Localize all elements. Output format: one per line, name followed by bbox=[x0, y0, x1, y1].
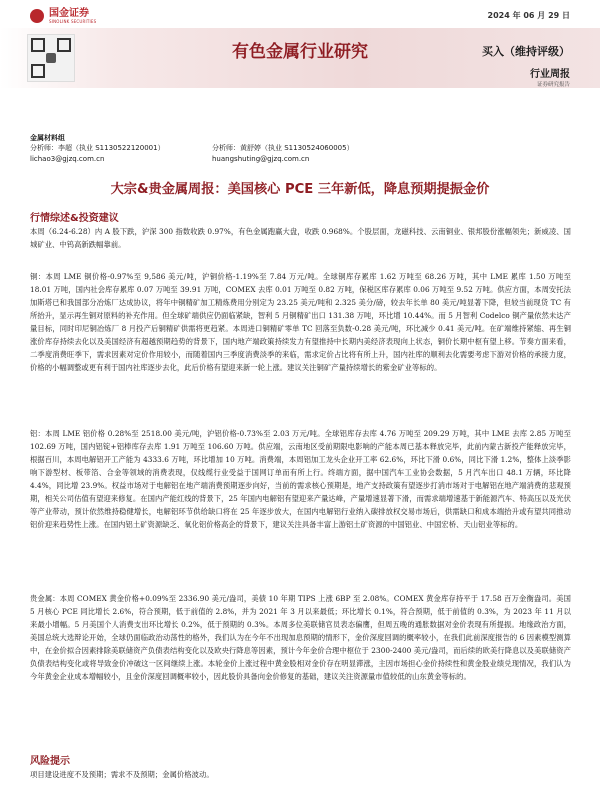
logo-mark-icon bbox=[30, 9, 44, 23]
paragraph-risk: 项目建设进度不及预期；需求不及预期；金属价格波动。 bbox=[30, 770, 214, 779]
company-logo bbox=[30, 7, 130, 25]
rating-label: 买入（维持评级） bbox=[482, 45, 570, 58]
analyst-1-name: 分析师：李超（执业 S1130522120001） bbox=[30, 144, 165, 152]
logo-name: 国金证券 bbox=[49, 7, 89, 19]
paragraph-copper: 铜：本周 LME 铜价格-0.97%至 9,586 美元/吨，沪铜价格-1.19%至 7.84 万元/吨。全球铜库存累库 1.62 万吨至 68.26 万吨，其中 LME 累库 1.50 万吨至 18.01 万吨，国内社会库存累库 0.07 万吨至 39.91 万吨，COMEX 去库 0.01 万吨至 0.82 万吨，保税区库存累库 0.06 万吨至 9.52 万吨。供应方面，本周安托法加斯塔已和我国部分冶炼厂达成协议，将年中铜精矿加工精炼费用分别定为 23.25 美元/吨和 2.325 美分/磅，较去年长单 80 美元/吨显著下降，但较当前现货 TC 有所抬升，显示再生铜对原料的补充作用。但全球矿端供应仍面临紧缺，智利 5 月铜精矿出口 131.38 万吨，环比增 10.44%。而 5 月智利 Codelco 铜产量依然未达产量目标，同时印尼铜冶炼厂 8 月投产后铜精矿供需将更趋紧。本周进口铜精矿零单 TC 回落至负数-0.28 美元/吨，环比减少 0.41 美元/吨。在矿端维持紧缩、再生铜涨价库存持续去化以及美国经济有超越预期趋势的背景下，国内地产端政策持续发力有望推持中长期内美经济表现向上状态，铜价长期中枢有望上移。节奏方面来看，二季度消费旺季下，需求因素对定价作用较小，而随着国内三季度消费淡季的来临，需求定价占比将有所上升，国内社库的顺利去化需要考虑下游对价格的承接力度，价格的小幅调整或更有利于国内社库逐步去化，此后价格有望迎来新一轮上涨。建议关注铜矿产量持续增长的紫金矿业等标的。 bbox=[30, 272, 571, 372]
analyst-1-email[interactable]: lichao3@gjzq.com.cn bbox=[30, 155, 105, 163]
report-title: 有色金属行业研究 bbox=[232, 42, 368, 62]
paragraph-aluminum: 铝：本周 LME 铝价格 0.28%至 2518.00 美元/吨，沪铝价格-0.73%至 2.03 万元/吨。全球铝库存去库 4.76 万吨至 209.29 万吨，其中 LME 去库 2.85 万吨至 102.69 万吨，国内铝锭+铝棒库存去库 1.91 万吨至 106.60 万吨。供应端，云南地区受前期限电影响的产能本周已基本释放完毕，此前内蒙古新投产能释放完毕，根据百川，本周电解铝开工产能为 4333.6 万吨，环比增加 10 万吨。消费端，本周铝加工龙头企业开工率 62.6%，环比下滑 0.6%，同比下滑 1.2%，整体上淡季影响下游型材、板带箔、合金等领域的消费表现，仅线缆行业受益于国网订单而有所上行。终端方面，据中国汽车工业协会数据，5 月汽车出口 48.1 万辆，环比降 4.4%，同比增 23.9%。权益市场对于电解铝在地产端消费预期逐步向好，当前的需求核心预期是，地产支持政策有望逐步打消市场对于电解铝在地产端消费的悲观预期，相关公司估值有望迎来修复。在国内产能红线的背景下，25 年国内电解铝有望迎来产量达峰，产量增速显著下滑，而需求端增速基于新能源汽车、特高压以及光伏等产业带动，预计依然维持稳健增长，电解铝环节供给缺口将在 25 年逐步放大，在国内电解铝行业纳入碳排放权交易市场后，供需缺口和成本端抬升或有望共同推动铝价迎来趋势性上涨。在国内铝土矿资源缺乏、氧化铝价格高企的背景下，建议关注具备丰富上游铝土矿资源的中国铝业、中国宏桥、天山铝业等标的。 bbox=[30, 429, 572, 529]
paragraph-precious-metals: 贵金属：本周 COMEX 黄金价格+0.09%至 2336.90 美元/盎司，美债 10 年期 TIPS 上涨 6BP 至 2.08%。COMEX 黄金库存持平于 17.58 百万金衡盎司。美国 5 月核心 PCE 同比增长 2.6%，符合预期，低于前值的 2.8%，并为 2021 年 3 月以来最低；环比增长 0.1%，符合预期，低于前值的 0.3%，为 2023 年 11 月以来最小增幅。5 月美国个人消费支出环比增长 0.2%，低于预期的 0.3%。本周多位美联储官员表态偏鹰，但周五晚的通胀数据对金价表现有所提振。地缘政治方面，美国总统大选辩论开始，全球仍面临政治动荡性的格外，我们认为在今年不出现加息预期的情形下，金价深度回调的概率较小，在我们此前深度报告的 6 因素模型测算中，在金价拟合因素排除美联储资产负债表结构变化以及欧央行降息等因素，预计今年金价合理中枢位于 2300-2400 美元/盎司，而后续的欧美行降息以及美联储资产负债表结构变化或将导致金价冲破这一区间继续上涨。本轮金价上涨过程中黄金股相对金价存在明显滞涨，主因市场担心金价持续性和黄金股业绩兑现情况，我们认为今年黄金企业成本增幅较小，且金价深度回调概率较小，因此股价具备向金价修复的基础，建议关注资源量市值较低的山东黄金等标的。 bbox=[30, 594, 571, 681]
report-date: 2024 年 06 月 29 日 bbox=[487, 11, 570, 20]
report-subtype: 证券研究报告 bbox=[536, 82, 570, 88]
section-heading-overview: 行情综述&投资建议 bbox=[30, 213, 119, 224]
report-type: 行业周报 bbox=[530, 69, 570, 80]
analyst-2-name: 分析师：黄舒婷（执业 S1130524060005） bbox=[212, 144, 354, 152]
team-name: 金属材料组 bbox=[30, 134, 65, 142]
qr-finder-icon bbox=[31, 64, 45, 78]
paragraph-market-overview: 本周（6.24-6.28）内 A 股下跌，沪深 300 指数收跌 0.97%，有色金属跑赢大盘，收跌 0.968%。个股层面，龙磁科技、云南铜业、银邦股份涨幅领先；新威凌、国城矿业、中钨高新跌幅靠前。 bbox=[30, 227, 571, 249]
logo-name-en: SINOLINK SECURITIES bbox=[49, 18, 97, 24]
analyst-2-email[interactable]: huangshuting@gjzq.com.cn bbox=[212, 155, 310, 163]
section-heading-risk: 风险提示 bbox=[30, 756, 70, 767]
headline: 大宗&贵金属周报：美国核心 PCE 三年新低，降息预期提振金价 bbox=[110, 182, 490, 197]
